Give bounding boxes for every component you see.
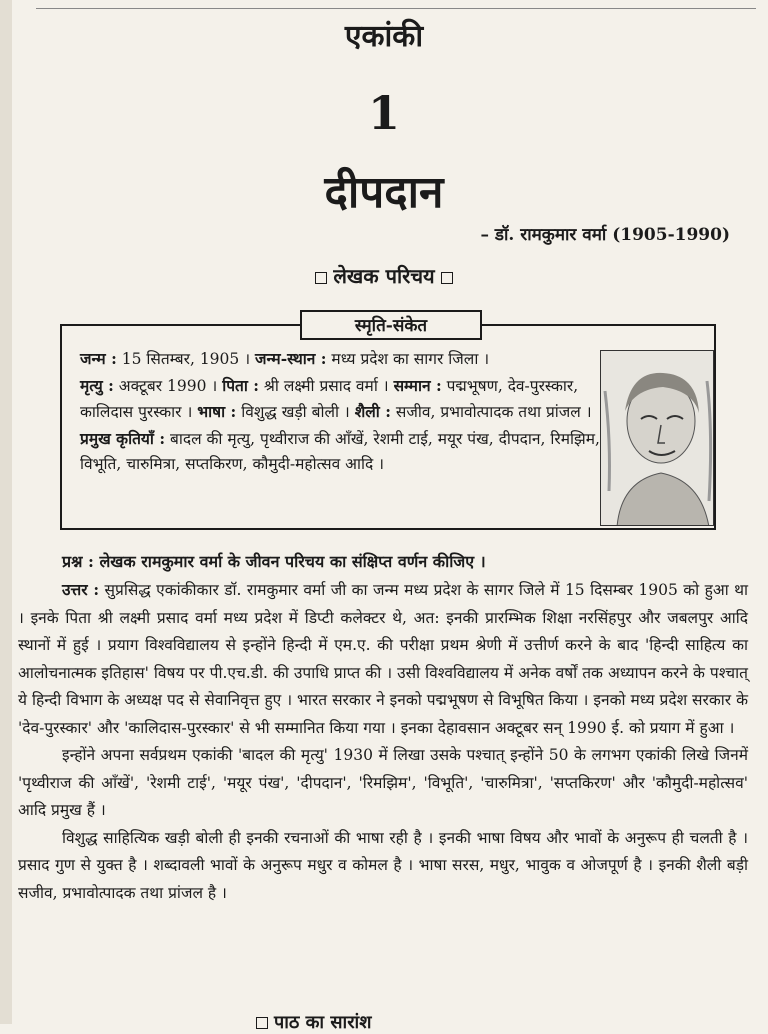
memory-cue-box bbox=[60, 316, 716, 530]
checkbox-square-icon bbox=[315, 272, 327, 284]
language-value: विशुद्ध खड़ी बोली । bbox=[236, 403, 355, 421]
death-value: अक्टूबर 1990 । bbox=[113, 376, 223, 395]
father-value: श्री लक्ष्मी प्रसाद वर्मा । bbox=[259, 376, 394, 395]
father-label: पिता : bbox=[222, 375, 259, 395]
checkbox-square-icon bbox=[441, 272, 453, 284]
author-line: – डॉ. रामकुमार वर्मा (1905-1990) bbox=[480, 225, 730, 245]
memory-cue-tab: स्मृति-संकेत bbox=[300, 310, 482, 340]
chapter-number: 1 bbox=[367, 86, 400, 140]
style-value: सजीव, प्रभावोत्पादक तथा प्रांजल । bbox=[390, 403, 592, 421]
category-heading: एकांकी bbox=[344, 19, 424, 54]
works-label: प्रमुख कृतियाँ : bbox=[80, 428, 166, 448]
style-label: शैली : bbox=[354, 402, 391, 421]
birthplace-value: मध्य प्रदेश का सागर जिला । bbox=[326, 350, 490, 368]
birth-label: जन्म : bbox=[80, 349, 117, 368]
answer-paragraph-3: विशुद्ध साहित्यिक खड़ी बोली ही इनकी रचनाओं की भाषा रही है । इनकी भाषा विषय और भावों के अनुरूप ही चलती है । प्रसाद गुण से युक्त है । शब्दावली भावों के अनुरूप मधुर व कोमल है । भाषा सरस, मधुर, भावुक व ओजपूर्ण है । इनकी शैली बड़ी सजीव, प्रभावोत्पादक तथा प्रांजल है । bbox=[18, 828, 748, 902]
answer-paragraph-1 bbox=[18, 576, 748, 742]
next-section-heading-text: पाठ का सारांश bbox=[274, 1012, 372, 1033]
author-portrait bbox=[600, 350, 714, 526]
language-label: भाषा : bbox=[197, 402, 237, 421]
next-section-heading bbox=[250, 1010, 371, 1034]
death-label: मृत्यु : bbox=[80, 375, 114, 395]
birthplace-label: जन्म-स्थान : bbox=[255, 349, 327, 368]
memory-cue-text bbox=[80, 346, 600, 478]
answer-paragraph-2: इन्होंने अपना सर्वप्रथम एकांकी 'बादल की मृत्यु' 1930 में लिखा उसके पश्चात् इन्होंने 50 के लगभग एकांकी लिखे जिनमें 'पृथ्वीराज की आँखें', 'रेशमी टाई', 'मयूर पंख', 'दीपदान', 'रिमझिम', 'विभूति', 'चारुमित्रा', 'सप्तकिरण' और 'कौमुदी-महोत्सव' आदि प्रमुख हैं । bbox=[18, 746, 748, 819]
answer-label: उत्तर : bbox=[62, 580, 100, 599]
works-value: बादल की मृत्यु, पृथ्वीराज की आँखें, रेशमी टाई, मयूर पंख, दीपदान, रिमझिम, विभूति, चारुमित्रा, सप्तकिरण, कौमुदी-महोत्सव आदि । bbox=[80, 429, 600, 473]
author-portrait-sketch bbox=[601, 351, 714, 526]
answer-text bbox=[18, 576, 748, 907]
chapter-title: दीपदान bbox=[324, 167, 444, 218]
page-edge bbox=[0, 0, 12, 1024]
section-heading bbox=[0, 262, 768, 289]
honours-label: सम्मान : bbox=[393, 375, 442, 395]
section-heading-text: लेखक परिचय bbox=[333, 264, 435, 288]
question: प्रश्न : लेखक रामकुमार वर्मा के जीवन परिचय का संक्षिप्त वर्णन कीजिए । bbox=[62, 552, 486, 571]
answer-paragraph-1-text: सुप्रसिद्ध एकांकीकार डॉ. रामकुमार वर्मा जी का जन्म मध्य प्रदेश के सागर जिले में 15 दिसम्बर 1905 को हुआ था । इनके पिता श्री लक्ष्मी प्रसाद वर्मा मध्य प्रदेश में डिप्टी कलेक्टर थे, अत: इनकी प्रारम्भिक शिक्षा नरसिंहपुर और जबलपुर आदि स्थानों में हुई । प्रयाग विश्वविद्यालय से इन्होंने हिन्दी में एम.ए. की परीक्षा प्रथम श्रेणी में उत्तीर्ण करने के बाद 'हिन्दी साहित्य का आलोचनात्मक इतिहास' विषय पर पी.एच.डी. की उपाधि प्राप्त की । उसी विश्वविद्यालय में अनेक वर्षों तक अध्यापन करने के पश्चात् ये हिन्दी विभाग के अध्यक्ष पद से सेवानिवृत्त हुए । भारत सरकार ने इनको पद्मभूषण से विभूषित किया । इनको मध्य प्रदेश सरकार के 'देव-पुरस्कार' और 'कालिदास-पुरस्कार' से भी सम्मानित किया गया । इनका देहावसान अक्टूबर सन् 1990 ई. को प्रयाग में हुआ । bbox=[18, 581, 749, 737]
birth-value: 15 सितम्बर, 1905 । bbox=[116, 350, 255, 368]
top-rule bbox=[36, 8, 756, 9]
checkbox-square-icon bbox=[256, 1017, 268, 1029]
honours-value: पद्मभूषण, देव-पुरस्कार, कालिदास पुरस्कार । bbox=[80, 376, 579, 421]
